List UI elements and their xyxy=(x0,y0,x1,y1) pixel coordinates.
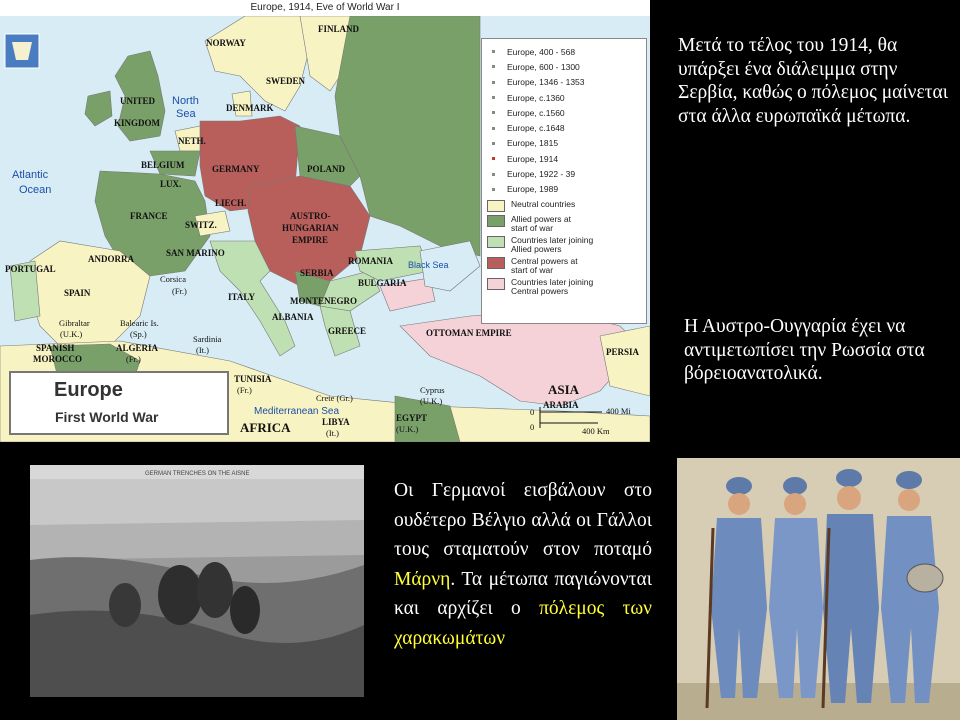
legend-era-row: Europe, 1989 xyxy=(482,182,646,197)
label-egypt-1: EGYPT xyxy=(396,413,428,423)
label-persia: PERSIA xyxy=(606,347,640,357)
label-romania: ROMANIA xyxy=(348,256,393,266)
legend-era-row: Europe, c.1560 xyxy=(482,105,646,120)
map-caption-subtitle: First World War xyxy=(55,409,159,425)
europe-1914-map xyxy=(0,0,650,442)
map-caption-box xyxy=(9,371,229,435)
label-sardinia-2: (It.) xyxy=(196,345,209,355)
text-austro-hungary: Η Αυστρο-Ουγγαρία έχει να αντιμετωπίσει την Ρωσσία στα βόρειοανατολικά. xyxy=(684,316,925,384)
trench-photo xyxy=(30,465,364,697)
scale-400-mi: 400 Mi xyxy=(606,406,631,416)
trench-war-highlight: πόλεμος των χαρακωμάτων xyxy=(394,598,652,649)
sea-north-1: North xyxy=(172,95,199,107)
label-finland: FINLAND xyxy=(318,24,360,34)
map-compass-icon xyxy=(5,34,39,68)
label-tunisia-2: (Fr.) xyxy=(237,385,252,395)
label-balearic-1: Balearic Is. xyxy=(120,318,159,328)
photo-caption: GERMAN TRENCHES ON THE AISNE xyxy=(145,471,250,477)
sea-north-2: Sea xyxy=(176,108,196,120)
label-germany: GERMANY xyxy=(212,164,260,174)
text-western-front: Οι Γερμανοί εισβάλουν στο ουδέτερο Βέλγιο αλλά οι Γάλλοι τους σταματούν στον ποταμό Μάρνη. Τα μέτωπα παγιώνονται και αρχίζει ο πόλεμος των χαρακωμάτων xyxy=(394,480,652,649)
label-kingdom: KINGDOM xyxy=(114,118,160,128)
legend-central: Central powers at start of war xyxy=(482,257,646,275)
label-norway: NORWAY xyxy=(206,38,246,48)
map-legend xyxy=(481,38,647,324)
label-gibraltar-2: (U.K.) xyxy=(60,329,83,339)
scale-zero-2: 0 xyxy=(530,422,535,432)
map-title: Europe, 1914, Eve of World War I xyxy=(0,0,650,16)
legend-era-row: Europe, 600 - 1300 xyxy=(482,59,646,74)
legend-later-central: Countries later joining Central powers xyxy=(482,278,646,296)
label-sweden: SWEDEN xyxy=(266,76,306,86)
sea-mediterranean: Mediterranean Sea xyxy=(254,406,340,417)
legend-era-row: Europe, c.1360 xyxy=(482,90,646,105)
legend-era-row: Europe, 1922 - 39 xyxy=(482,166,646,181)
scale-zero-1: 0 xyxy=(530,407,535,417)
label-denmark: DENMARK xyxy=(226,103,274,113)
label-egypt-2: (U.K.) xyxy=(396,424,419,434)
label-portugal: PORTUGAL xyxy=(5,264,56,274)
label-austro-3: EMPIRE xyxy=(292,235,328,245)
label-libya-2: (It.) xyxy=(326,428,339,438)
label-algeria-2: (Fr.) xyxy=(126,354,141,364)
map-caption-title: Europe xyxy=(54,379,123,401)
label-cyprus-1: Cyprus xyxy=(420,385,445,395)
text-serbia-pause: Μετά το τέλος του 1914, θα υπάρξει ένα διάλειμμα στην Σερβία, καθώς ο πόλεμος μαίνεται στα άλλα ευρωπαϊκά μέτωπα. xyxy=(678,35,948,127)
legend-era-row: Europe, 400 - 568 xyxy=(482,44,646,59)
label-lux: LUX. xyxy=(160,179,182,189)
austro-hungarian-soldiers-illustration xyxy=(677,458,960,720)
label-austro-1: AUSTRO- xyxy=(290,211,331,221)
label-spanish-1: SPANISH xyxy=(36,343,75,353)
legend-neutral: Neutral countries xyxy=(482,200,646,212)
label-corsica-1: Corsica xyxy=(160,274,186,284)
label-united: UNITED xyxy=(120,96,156,106)
sea-atlantic-1: Atlantic xyxy=(12,169,49,181)
legend-era-row: Europe, c.1648 xyxy=(482,120,646,135)
sea-black: Black Sea xyxy=(408,260,449,270)
label-libya-1: LIBYA xyxy=(322,417,350,427)
legend-allied: Allied powers at start of war xyxy=(482,215,646,233)
label-neth: NETH. xyxy=(178,136,206,146)
label-spain: SPAIN xyxy=(64,288,91,298)
label-albania: ALBANIA xyxy=(272,312,314,322)
legend-era-row-current: Europe, 1914 xyxy=(482,151,646,166)
label-andorra: ANDORRA xyxy=(88,254,134,264)
label-sardinia-1: Sardinia xyxy=(193,334,222,344)
label-bulgaria: BULGARIA xyxy=(358,278,407,288)
label-algeria-1: ALGERIA xyxy=(116,343,159,353)
label-spanish-2: MOROCCO xyxy=(33,354,82,364)
label-africa: AFRICA xyxy=(240,420,291,435)
label-ottoman: OTTOMAN EMPIRE xyxy=(426,328,512,338)
label-corsica-2: (Fr.) xyxy=(172,286,187,296)
legend-later-allied: Countries later joining Allied powers xyxy=(482,236,646,254)
label-montenegro: MONTENEGRO xyxy=(290,296,358,306)
legend-era-row: Europe, 1815 xyxy=(482,136,646,151)
label-belgium: BELGIUM xyxy=(141,160,185,170)
marne-highlight: Μάρνη xyxy=(394,568,451,590)
label-serbia: SERBIA xyxy=(300,268,334,278)
label-greece: GREECE xyxy=(328,326,367,336)
label-france: FRANCE xyxy=(130,211,168,221)
label-balearic-2: (Sp.) xyxy=(130,329,147,339)
label-crete: Crete (Gr.) xyxy=(316,393,353,403)
label-san-marino: SAN MARINO xyxy=(166,248,225,258)
legend-era-row: Europe, 1346 - 1353 xyxy=(482,75,646,90)
label-arabia: ARABIA xyxy=(543,400,579,410)
label-gibraltar-1: Gibraltar xyxy=(59,318,90,328)
label-tunisia-1: TUNISIA xyxy=(234,374,272,384)
label-liech: LIECH. xyxy=(215,198,247,208)
sea-atlantic-2: Ocean xyxy=(19,184,52,196)
label-poland: POLAND xyxy=(307,164,345,174)
label-switz: SWITZ. xyxy=(185,220,217,230)
label-cyprus-2: (U.K.) xyxy=(420,396,443,406)
label-asia: ASIA xyxy=(548,382,580,397)
scale-400-km: 400 Km xyxy=(582,426,610,436)
label-italy: ITALY xyxy=(228,292,256,302)
label-austro-2: HUNGARIAN xyxy=(282,223,339,233)
